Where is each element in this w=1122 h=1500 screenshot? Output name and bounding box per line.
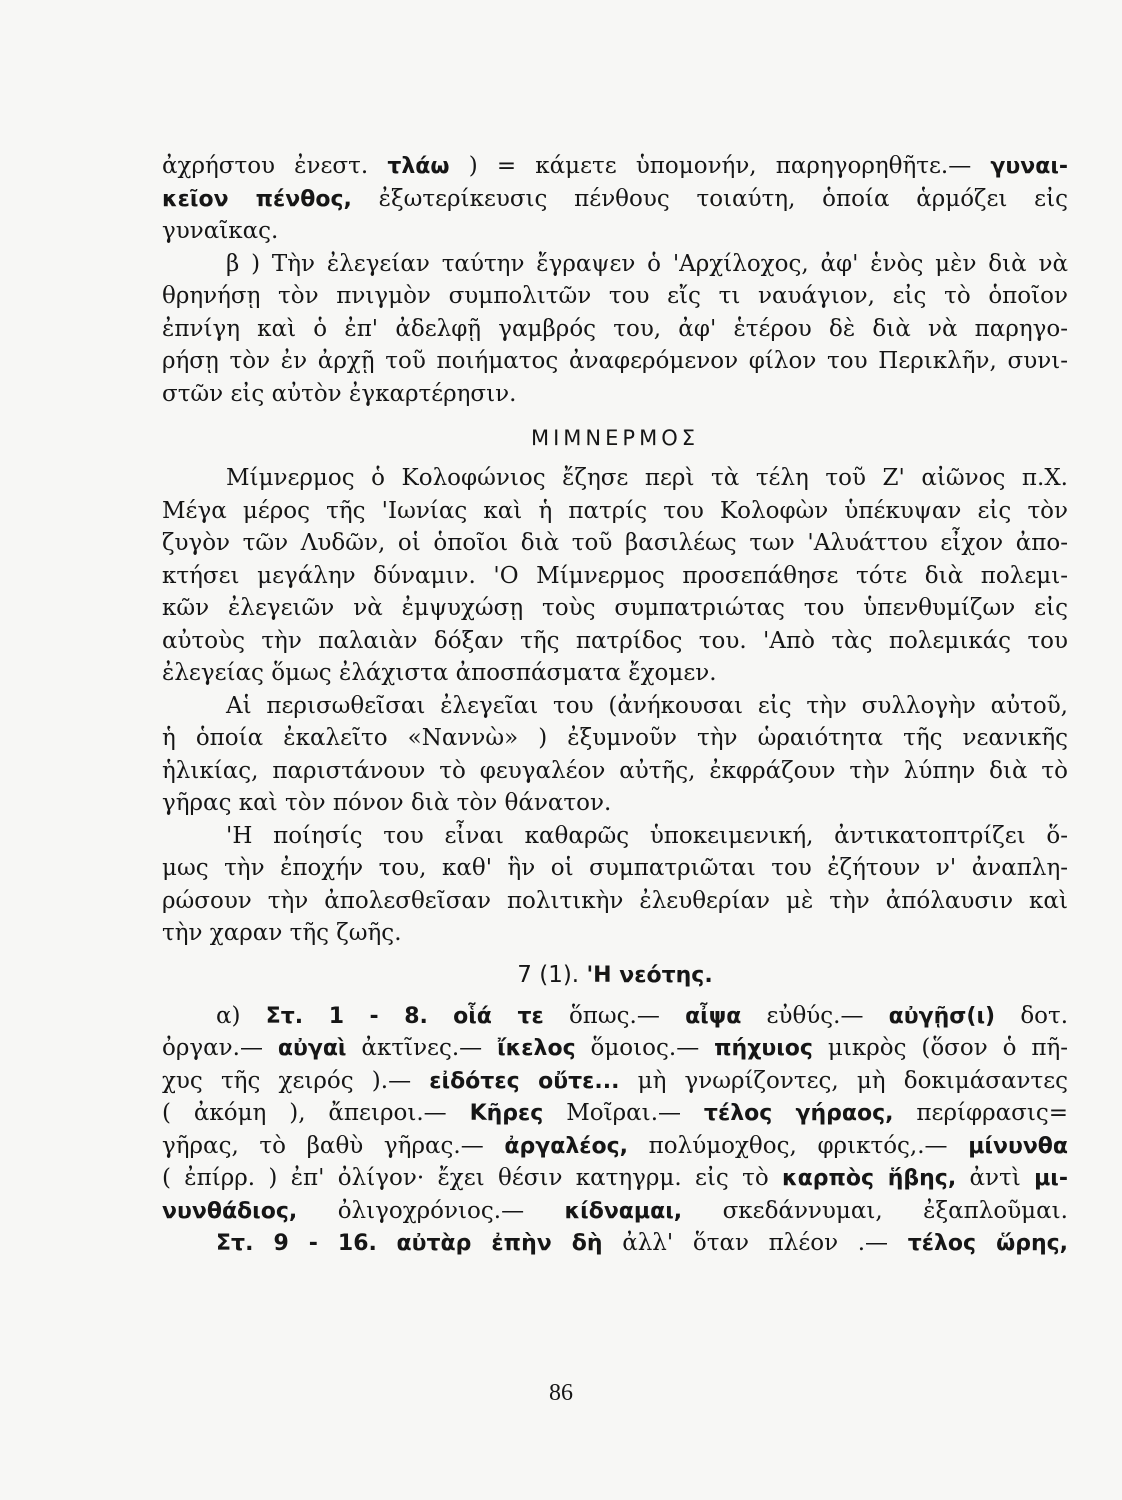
note-line: γῆρας, τὸ βαθὺ γῆρας.— ἀργαλέος, πολύμοχθος, φρικτός,.— μίνυνθα: [162, 1132, 1068, 1159]
text-line: Μέγα μέρος τῆς 'Ιωνίας καὶ ἡ πατρίς του Κολοφὼν ὑπέκυψαν εἰς τὸν: [162, 497, 1068, 524]
text-line: ἡ ὁποία ἐκαλεῖτο «Ναννὼ» ) ἐξυμνοῦν τὴν ὡραιότητα τῆς νεανικῆς: [162, 725, 1068, 751]
section-heading: ΜΙΜΝΕΡΜΟΣ: [531, 426, 699, 450]
note-line: ( ἀκόμη ), ἄπειροι.— Κῆρες Μοῖραι.— τέλος γήραος, περίφρασις=: [162, 1100, 1068, 1126]
poem-number: 7 (1).: [517, 961, 580, 988]
page-body: [162, 150, 1068, 1260]
text-line: Αἱ περισωθεῖσαι ἐλεγεῖαι του (ἀνήκουσαι εἰς τὴν συλλογὴν αὐτοῦ,: [226, 692, 1068, 719]
text-line: κεῖον πένθος, ἐξωτερίκευσις πένθους τοιαύτη, ὁποία ἁρμόζει εἰς: [162, 185, 1068, 212]
text-line: ρώσουν τὴν ἀπολεσθεῖσαν πολιτικὴν ἐλευθερίαν μὲ τὴν ἀπόλαυσιν καὶ: [162, 887, 1068, 914]
text-line: γυναῖκας.: [162, 218, 279, 244]
text-line: β ) Τὴν ἐλεγείαν ταύτην ἔγραψεν ὁ 'Αρχίλοχος, ἀφ' ἑνὸς μὲν διὰ νὰ: [226, 250, 1068, 277]
text-line: ἀχρήστου ἐνεστ. τλάω ) = κάμετε ὑπομονήν, παρηγορηθῆτε.— γυναι-: [162, 153, 1068, 179]
text-line: ἐλεγείας ὅμως ἐλάχιστα ἀποσπάσματα ἔχομεν.: [162, 660, 717, 686]
page-number: 86: [549, 1380, 573, 1406]
note-line: ( ἐπίρρ. ) ἐπ' ὀλίγον· ἔχει θέσιν κατηγρμ. εἰς τὸ καρπὸς ἥβης, ἀντὶ μι-: [162, 1165, 1068, 1191]
text-line: Μίμνερμος ὁ Κολοφώνιος ἔζησε περὶ τὰ τέλη τοῦ Ζ' αἰῶνος π.Χ.: [226, 465, 1068, 491]
text-line: κῶν ἐλεγειῶν νὰ ἐμψυχώσῃ τοὺς συμπατριώτας του ὑπενθυμίζων εἰς: [162, 595, 1068, 621]
text-line: θρηνήσῃ τὸν πνιγμὸν συμπολιτῶν του εἴς τι ναυάγιον, εἰς τὸ ὁποῖον: [162, 283, 1068, 309]
text-line: τὴν χαραν τῆς ζωῆς.: [162, 920, 402, 946]
poem-heading: [162, 958, 1068, 992]
text-line: 'Η ποίησίς του εἶναι καθαρῶς ὑποκειμενική, ἀντικατοπτρίζει ὅ-: [226, 822, 1068, 849]
text-line: ζυγὸν τῶν Λυδῶν, οἱ ὁποῖοι διὰ τοῦ βασιλέως των 'Αλυάττου εἶχον ἀπο-: [162, 530, 1068, 556]
text-line: μως τὴν ἐποχήν του, καθ' ἣν οἱ συμπατριῶται του ἐζήτουν ν' ἀναπλη-: [162, 855, 1068, 881]
text-line: γῆρας καὶ τὸν πόνον διὰ τὸν θάνατον.: [162, 790, 612, 816]
note-line: ὀργαν.— αὐγαὶ ἀκτῖνες.— ἴκελος ὅμοιος.— πήχυιος μικρὸς (ὅσον ὁ πῆ-: [162, 1035, 1068, 1061]
text-line: ρήσῃ τὸν ἐν ἀρχῇ τοῦ ποιήματος ἀναφερόμενον φίλον του Περικλῆν, συνι-: [162, 348, 1068, 374]
note-line: χυς τῆς χειρός ).— εἰδότες οὔτε... μὴ γνωρίζοντες, μὴ δοκιμάσαντες: [162, 1067, 1068, 1094]
note-line: Στ. 9 - 16. αὐτὰρ ἐπὴν δὴ ἀλλ' ὅταν πλέον .— τέλος ὥρης,: [216, 1230, 1068, 1256]
text-line: ἡλικίας, παριστάνουν τὸ φευγαλέον αὐτῆς, ἐκφράζουν τὴν λύπην διὰ τὸ: [162, 757, 1068, 784]
note-line: α) Στ. 1 - 8. οἷά τε ὅπως.— αἶψα εὐθύς.— αὐγῇσ(ι) δοτ.: [216, 1002, 1068, 1029]
poem-title: 'Η νεότης.: [586, 962, 713, 988]
text-line: ἐπνίγη καὶ ὁ ἐπ' ἀδελφῇ γαμβρός του, ἀφ' ἑτέρου δὲ διὰ νὰ παρηγο-: [162, 315, 1068, 342]
text-line: στῶν εἰς αὐτὸν ἐγκαρτέρησιν.: [162, 380, 517, 407]
text-line: κτήσει μεγάλην δύναμιν. 'Ο Μίμνερμος προσεπάθησε τότε διὰ πολεμι-: [162, 562, 1068, 589]
note-line: νυνθάδιος, ὀλιγοχρόνιος.— κίδναμαι, σκεδάννυμαι, ἐξαπλοῦμαι.: [162, 1197, 1068, 1224]
text-line: αὐτοὺς τὴν παλαιὰν δόξαν τῆς πατρίδος του. 'Απὸ τὰς πολεμικάς του: [162, 627, 1068, 654]
